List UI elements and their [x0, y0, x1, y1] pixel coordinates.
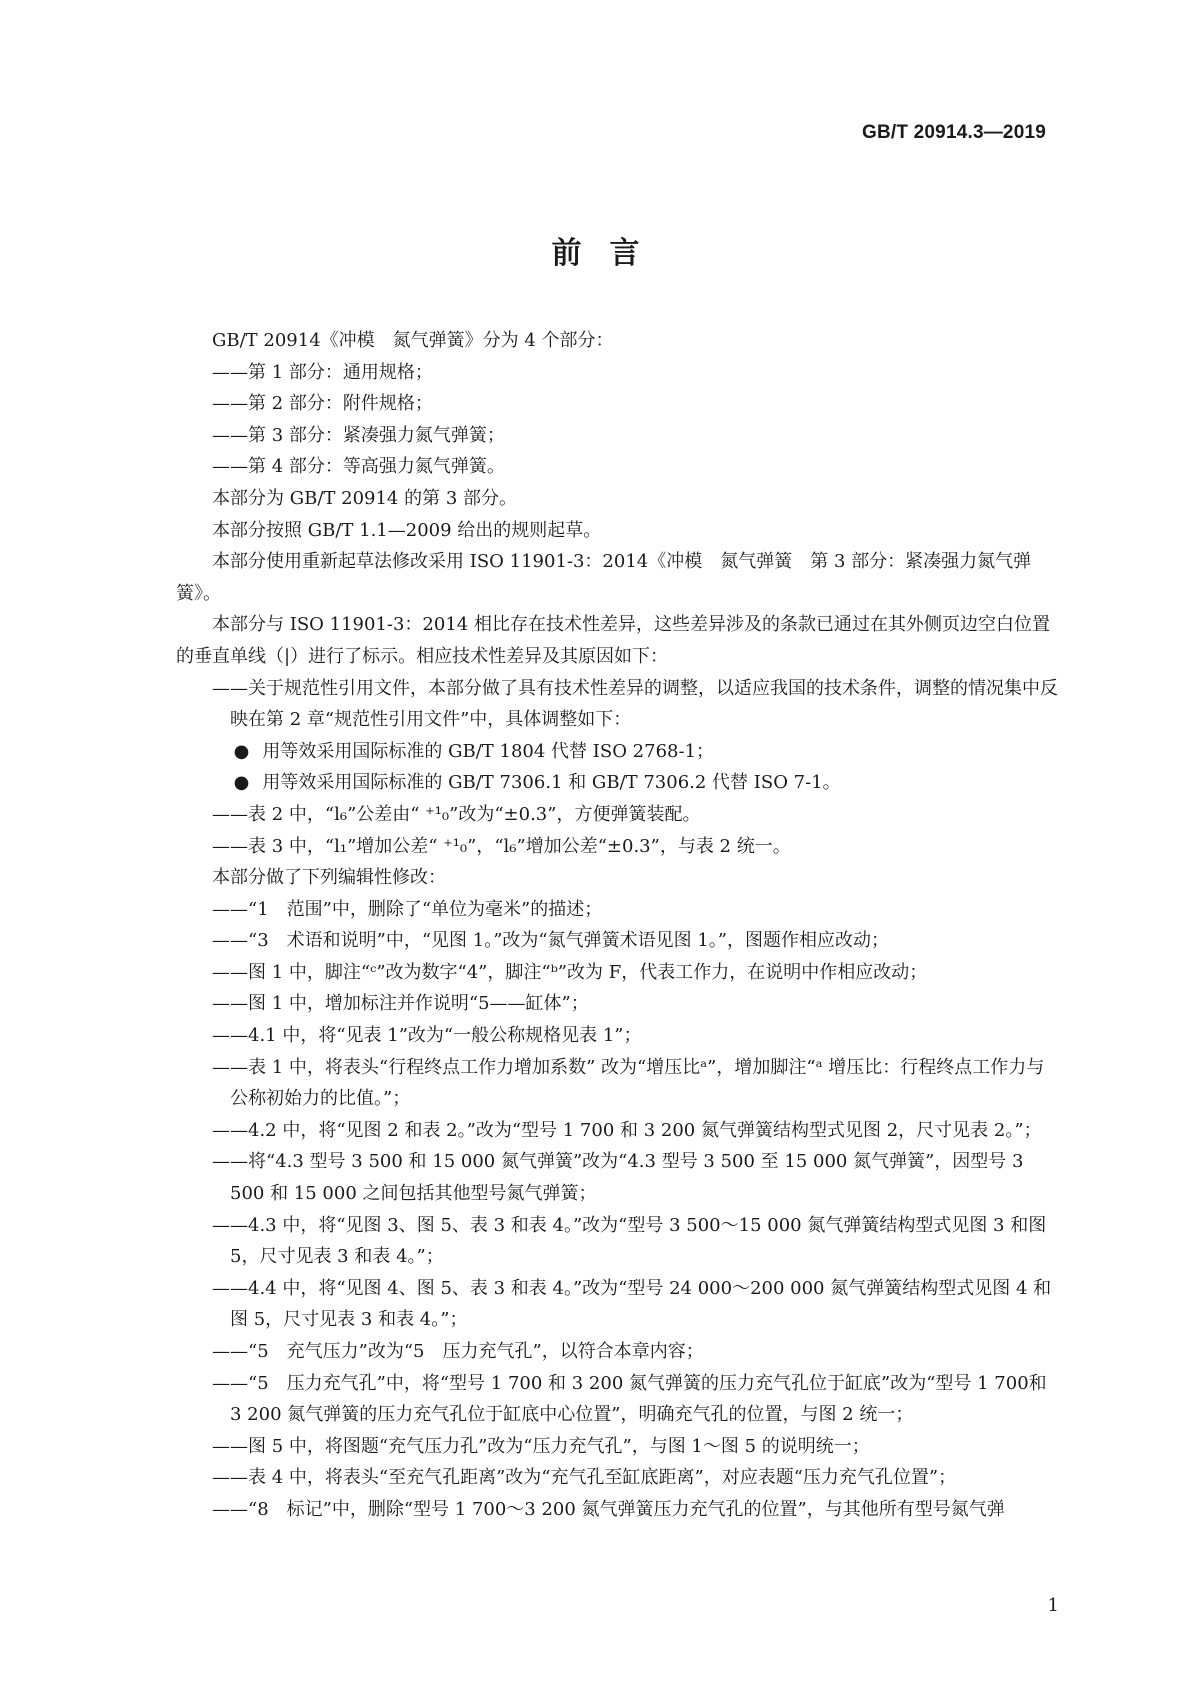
bullet-item [176, 767, 1060, 799]
dash-list-item: ——表 4 中，将表头“至充气孔距离”改为“充气孔至缸底距离”，对应表题“压力充气孔位置”； [212, 1467, 957, 1489]
body-paragraph: 本部分做了下列编辑性修改： [212, 867, 446, 889]
dash-list-item: ——“3 术语和说明”中，“见图 1。”改为“氮气弹簧术语见图 1。”，图题作相应改动； [212, 930, 890, 952]
dash-list-item: ——第 3 部分：紧凑强力氮气弹簧； [212, 424, 505, 446]
dash-list-item: ——“1 范围”中，删除了“单位为毫米”的描述； [212, 898, 603, 920]
dash-list-item: ——“5 压力充气孔”中，将“型号 1 700 和 3 200 氮气弹簧的压力充气孔位于缸底”改为“型号 1 700和 3 200 氮气弹簧的压力充气孔位于缸底中心位置”，明确充气孔的位置，与图 2 统一； [212, 1372, 1047, 1426]
bullet-dot-icon: ● [233, 772, 250, 794]
bullet-dot-icon: ● [233, 740, 250, 762]
dash-list-item: ——第 4 部分：等高强力氮气弹簧。 [212, 456, 505, 478]
dash-list-item: ——图 5 中，将图题“充气压力孔”改为“压力充气孔”，与图 1～图 5 的说明统一； [212, 1435, 870, 1457]
body-paragraph: 本部分与 ISO 11901-3：2014 相比存在技术性差异，这些差异涉及的条款已通过在其外侧页边空白位置的垂直单线（|）进行了标示。相应技术性差异及其原因如下： [176, 614, 1050, 667]
page-number: 1 [1047, 1595, 1059, 1616]
dash-list-item: ——表 2 中，“l₆”公差由“ ⁺¹₀”改为“±0.3”，方便弹簧装配。 [212, 803, 701, 825]
dash-list-item: ——“8 标记”中，删除“型号 1 700～3 200 氮气弹簧压力充气孔的位置”，与其他所有型号氮气弹 [212, 1498, 1005, 1520]
body-paragraph: 本部分为 GB/T 20914 的第 3 部分。 [212, 487, 517, 509]
dash-list-item: ——“5 充气压力”改为“5 压力充气孔”，以符合本章内容； [212, 1341, 704, 1362]
dash-list-item: ——将“4.3 型号 3 500 和 15 000 氮气弹簧”改为“4.3 型号 3 500 至 15 000 氮气弹簧”，因型号 3 500 和 15 000 之间包括其他型号氮气弹簧； [212, 1151, 1024, 1205]
dash-list-item: ——4.2 中，将“见图 2 和表 2。”改为“型号 1 700 和 3 200 氮气弹簧结构型式见图 2，尺寸见表 2。”； [212, 1119, 1042, 1141]
dash-list-item: ——图 1 中，增加标注并作说明“5——缸体”； [212, 993, 589, 1015]
bullet-text: 用等效采用国际标准的 GB/T 7306.1 和 GB/T 7306.2 代替 ISO 7-1。 [262, 772, 841, 794]
dash-list-item: ——4.4 中，将“见图 4、图 5、表 3 和表 4。”改为“型号 24 000～200 000 氮气弹簧结构型式见图 4 和图 5，尺寸见表 3 和表 4。”； [212, 1277, 1052, 1331]
bullet-text: 用等效采用国际标准的 GB/T 1804 代替 ISO 2768-1； [262, 740, 715, 762]
page-title: 前言 [551, 236, 668, 271]
dash-list-item: ——关于规范性引用文件，本部分做了具有技术性差异的调整，以适应我国的技术条件，调整的情况集中反映在第 2 章“规范性引用文件”中，具体调整如下： [212, 677, 1058, 731]
dash-list-item: ——表 3 中，“l₁”增加公差“ ⁺¹₀”，“l₆”增加公差“±0.3”，与表 2 统一。 [212, 835, 791, 857]
body-paragraph: 本部分使用重新起草法修改采用 ISO 11901-3：2014《冲模 氮气弹簧 第 3 部分：紧凑强力氮气弹簧》。 [176, 551, 1032, 604]
body-paragraph: GB/T 20914《冲模 氮气弹簧》分为 4 个部分： [212, 330, 614, 351]
dash-list-item: ——表 1 中，将表头“行程终点工作力增加系数” 改为“增压比ᵃ”，增加脚注“ᵃ 增压比：行程终点工作力与公称初始力的比值。”； [212, 1056, 1045, 1110]
dash-list-item: ——第 1 部分：通用规格； [212, 361, 433, 383]
bullet-item [176, 736, 1060, 768]
document-body [176, 325, 1060, 1526]
dash-list-item: ——图 1 中，脚注“ᶜ”改为数字“4”，脚注“ᵇ”改为 F，代表工作力，在说明中作相应改动； [212, 961, 928, 983]
dash-list-item: ——第 2 部分：附件规格； [212, 393, 433, 415]
dash-list-item: ——4.1 中，将“见表 1”改为“一般公称规格见表 1”； [212, 1025, 642, 1047]
standard-code: GB/T 20914.3—2019 [861, 122, 1046, 143]
body-paragraph: 本部分按照 GB/T 1.1—2009 给出的规则起草。 [212, 519, 602, 541]
dash-list-item: ——4.3 中，将“见图 3、图 5、表 3 和表 4。”改为“型号 3 500～15 000 氮气弹簧结构型式见图 3 和图 5，尺寸见表 3 和表 4。”； [212, 1214, 1047, 1268]
